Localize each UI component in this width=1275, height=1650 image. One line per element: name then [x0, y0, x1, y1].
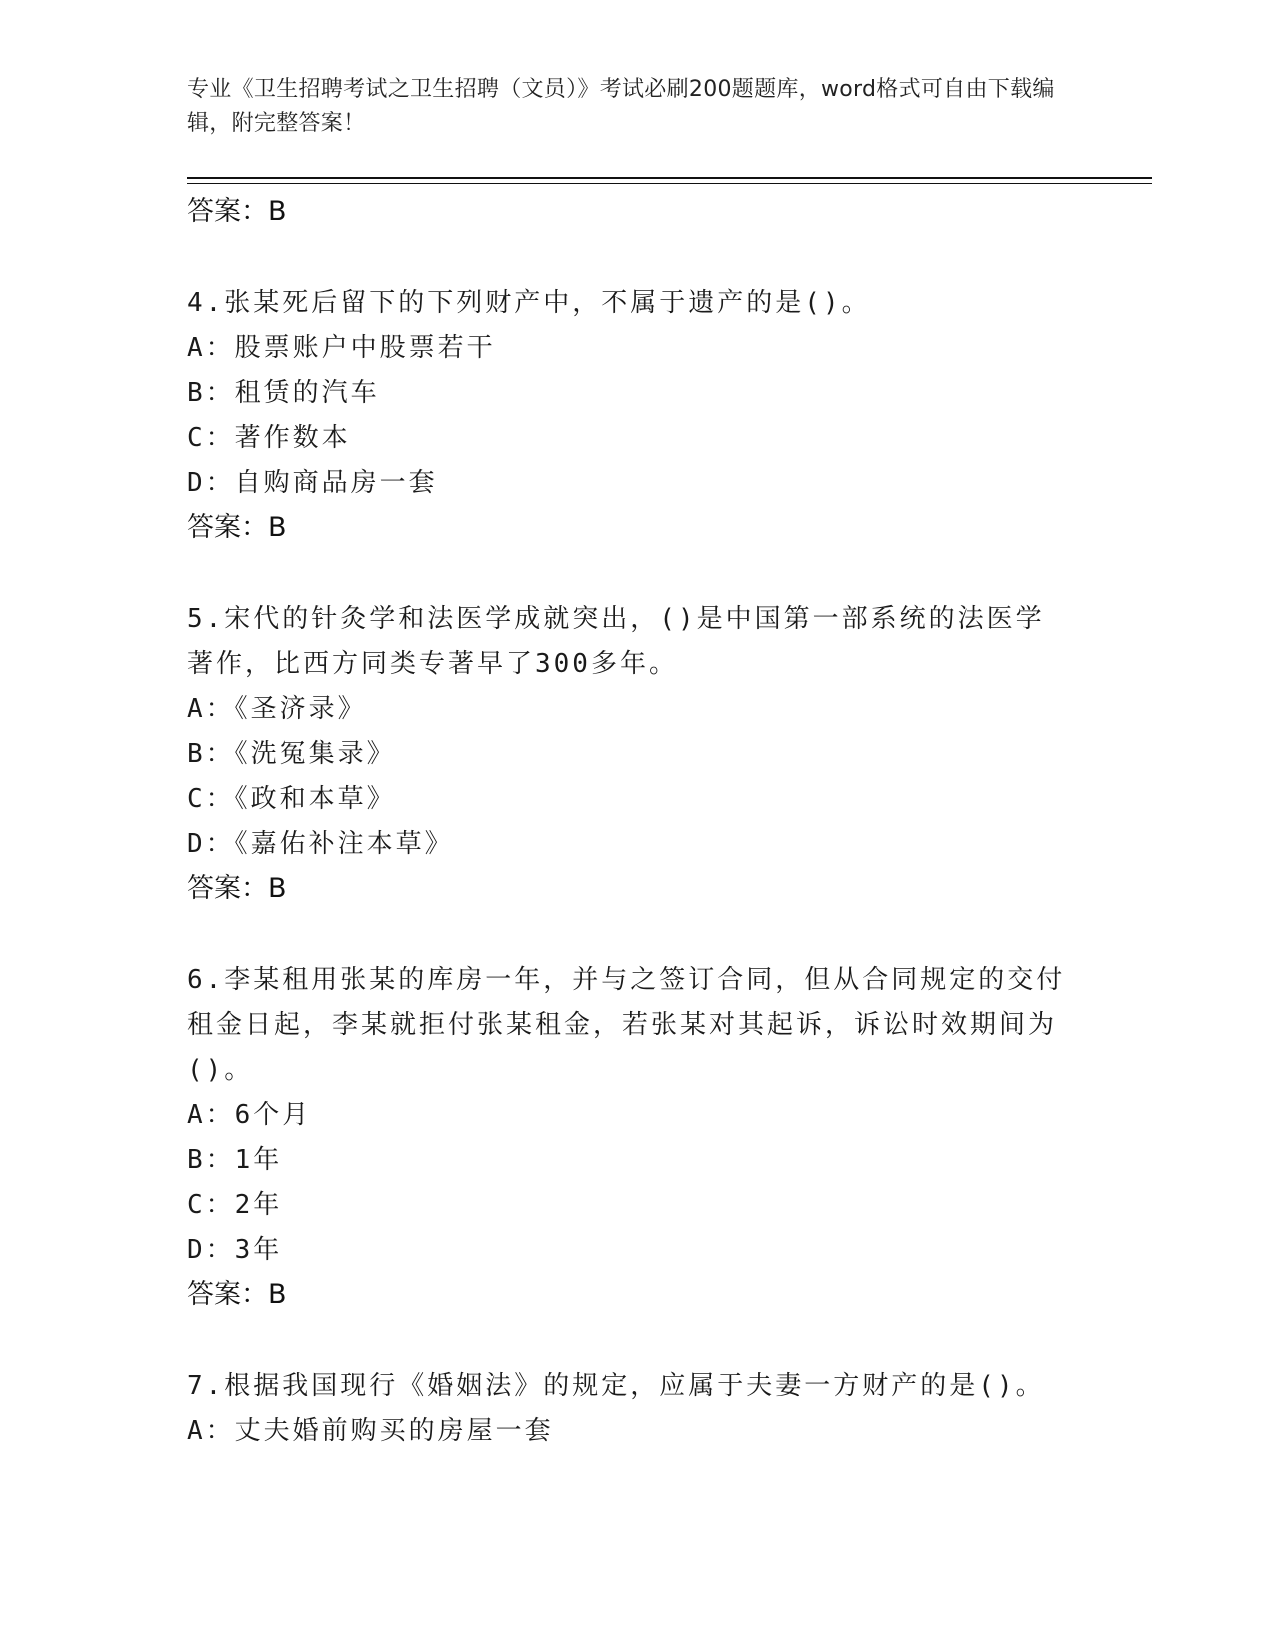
option-a: A：丈夫婚前购买的房屋一套: [187, 1416, 554, 1446]
spacer: [187, 1317, 1067, 1364]
question-5: [187, 597, 1067, 911]
option-b: B：租赁的汽车: [187, 378, 380, 408]
question-stem: 7.根据我国现行《婚姻法》的规定，应属于夫妻一方财产的是()。: [187, 1371, 1045, 1401]
option-d: D：3年: [187, 1235, 283, 1265]
option-c: C：《政和本草》: [187, 784, 396, 814]
answer-q6: 答案：B: [187, 1279, 287, 1310]
question-stem: 6.李某租用张某的库房一年，并与之签订合同，但从合同规定的交付租金日起，李某就拒付张某租金，若张某对其起诉，诉讼时效期间为()。: [187, 965, 1066, 1085]
option-c: C：著作数本: [187, 423, 351, 453]
answer-q3: 答案：B: [187, 196, 287, 227]
document-header: 专业《卫生招聘考试之卫生招聘（文员）》考试必刷200题题库，word格式可自由下载编辑，附完整答案！: [187, 77, 1055, 136]
header-divider-thin: [187, 183, 1152, 184]
option-c: C：2年: [187, 1190, 283, 1220]
question-6: [187, 958, 1067, 1317]
answer-q4: 答案：B: [187, 512, 287, 543]
question-7: [187, 1364, 1067, 1454]
spacer: [187, 234, 1067, 281]
option-d: D：《嘉佑补注本草》: [187, 829, 454, 859]
header-divider-thick: [187, 177, 1152, 179]
option-a: A：《圣济录》: [187, 694, 367, 724]
question-stem: 5.宋代的针灸学和法医学成就突出，()是中国第一部系统的法医学著作，比西方同类专著早了300多年。: [187, 604, 1045, 679]
option-b: B：1年: [187, 1145, 283, 1175]
question-4: [187, 281, 1067, 550]
question-stem: 4.张某死后留下的下列财产中，不属于遗产的是()。: [187, 288, 871, 318]
answer-q5: 答案：B: [187, 873, 287, 904]
option-b: B：《洗冤集录》: [187, 739, 396, 769]
question-list: [187, 190, 1067, 1454]
option-d: D：自购商品房一套: [187, 468, 438, 498]
option-a: A：股票账户中股票若干: [187, 333, 496, 363]
spacer: [187, 550, 1067, 597]
spacer: [187, 911, 1067, 958]
option-a: A：6个月: [187, 1100, 312, 1130]
